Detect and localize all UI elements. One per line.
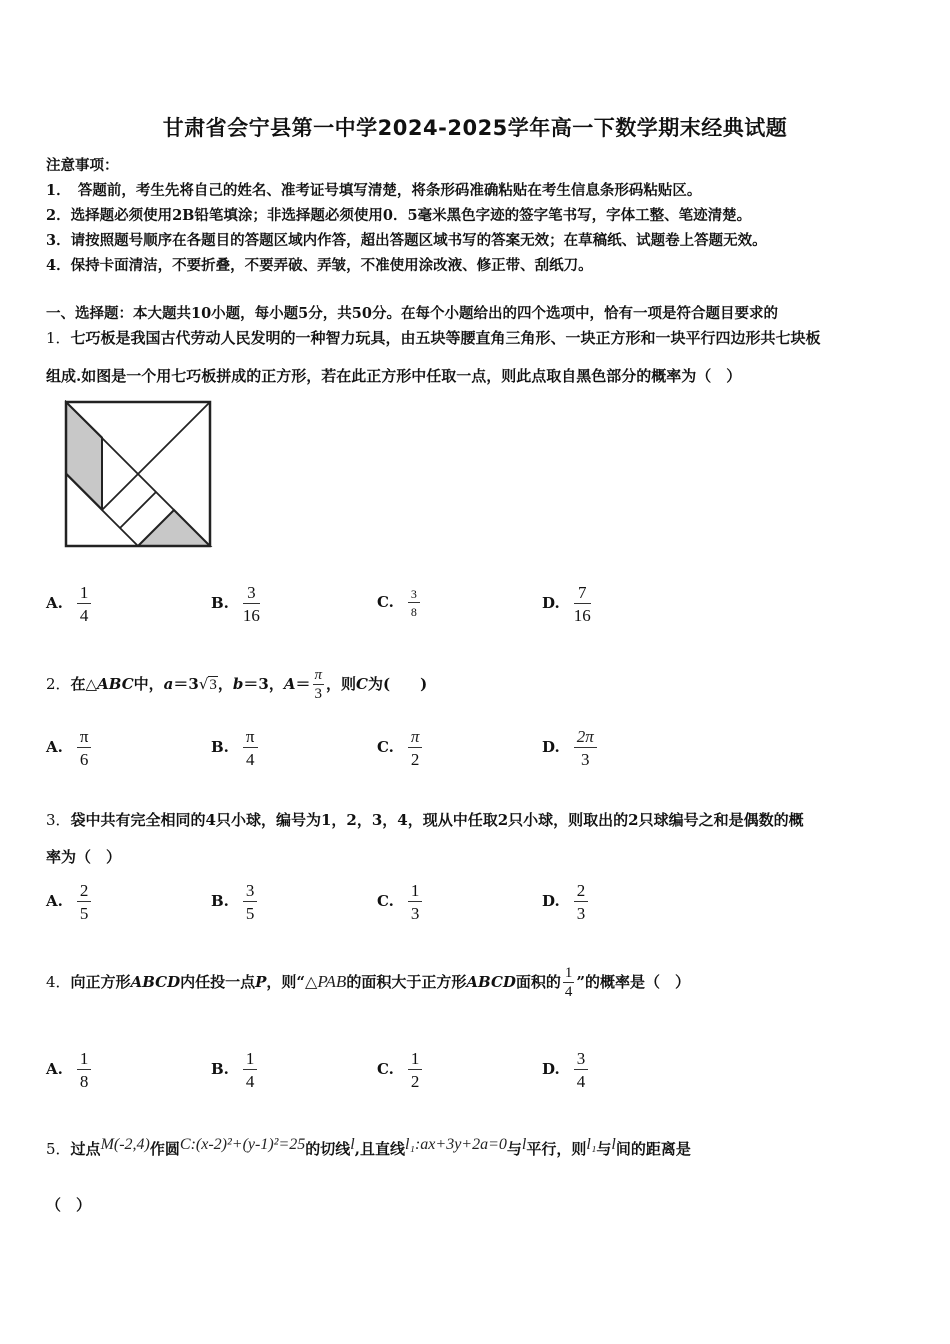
question-1-line1: [46, 327, 821, 348]
option-c: C. $\frac{1}{2}$: [377, 1050, 422, 1090]
option-a: A. $\frac{2}{5}$: [46, 882, 91, 922]
option-d: D. $\frac{7}{16}$: [542, 583, 591, 625]
option-b: B. $\frac{\pi}{4}$: [211, 728, 258, 768]
tangram-figure: [64, 400, 214, 550]
page-title: 甘肃省会宁县第一中学2024-2025学年高一下数学期末经典试题: [162, 116, 788, 140]
option-d: D. $\frac{3}{4}$: [542, 1050, 588, 1090]
option-a: A. $\frac{\pi}{6}$: [46, 728, 91, 768]
option-a: A. $\frac{1}{4}$: [46, 584, 91, 624]
section-heading: 一、选择题：本大题共10小题，每小题5分，共50分。在每个小题给出的四个选项中，恰有一项是符合题目要求的: [46, 305, 778, 322]
option-c: C. $\frac{1}{3}$: [377, 882, 422, 922]
notice-item: 2．选择题必须使用2B铅笔填涂；非选择题必须使用0．5毫米黑色字迹的签字笔书写，字体工整、笔迹清楚。: [46, 207, 752, 224]
option-a: A. $\frac{1}{8}$: [46, 1050, 91, 1090]
option-c: C. $\frac{\pi}{2}$: [377, 728, 422, 768]
option-d: D. $\frac{2}{3}$: [542, 882, 588, 922]
question-3-line2: 率为（ ）: [46, 848, 122, 866]
notice-heading: 注意事项：: [46, 157, 119, 174]
option-b: B. $\frac{1}{4}$: [211, 1050, 257, 1090]
question-number: 1．: [46, 329, 71, 347]
sqrt-symbol: √3: [198, 675, 217, 693]
notice-item: 1． 答题前，考生先将自己的姓名、准考证号填写清楚，将条形码准确粘贴在考生信息条形码粘贴区。: [46, 182, 702, 199]
question-5-line2: （ ）: [46, 1196, 92, 1214]
question-text: 七巧板是我国古代劳动人民发明的一种智力玩具，由五块等腰直角三角形、一块正方形和一块平行四边形共七块板: [70, 329, 821, 347]
notice-item: 4．保持卡面清洁，不要折叠，不要弄破、弄皱，不准使用涂改液、修正带、刮纸刀。: [46, 257, 593, 274]
shaded-parallelogram: [66, 402, 102, 510]
question-4: 4．向正方形ABCD内任投一点P，则“△PAB的面积大于正方形ABCD面积的 $\frac{1}{4}$ ”的概率是（ ）: [46, 965, 691, 1000]
question-1-line2: 组成.如图是一个用七巧板拼成的正方形，若在此正方形中任取一点，则此点取自黑色部分的概率为（ ）: [46, 367, 742, 385]
question-2: 2．在△ABC中，a＝3√3，b＝3，A＝ $\frac{\pi}{3}$ ，则C为( ): [46, 667, 428, 702]
question-3-line1: 3．袋中共有完全相同的4只小球，编号为1，2，3，4，现从中任取2只小球，则取出的2只球编号之和是偶数的概: [46, 811, 804, 829]
option-c: C. $\frac{3}{8}$: [377, 588, 420, 618]
shaded-triangle: [138, 510, 210, 546]
option-d: D. $\frac{2\pi}{3}$: [542, 728, 597, 768]
option-b: B. $\frac{3}{5}$: [211, 882, 257, 922]
option-b: B. $\frac{3}{16}$: [211, 583, 260, 625]
question-5-line1: 5．过点M(-2,4)作圆C:(x-2)²+(y-1)²=25的切线l,且直线l₁:ax+3y+2a=0与l平行，则l₁与l间的距离是: [46, 1136, 691, 1158]
notice-item: 3．请按照题号顺序在各题目的答题区域内作答，超出答题区域书写的答案无效；在草稿纸、试题卷上答题无效。: [46, 232, 767, 249]
